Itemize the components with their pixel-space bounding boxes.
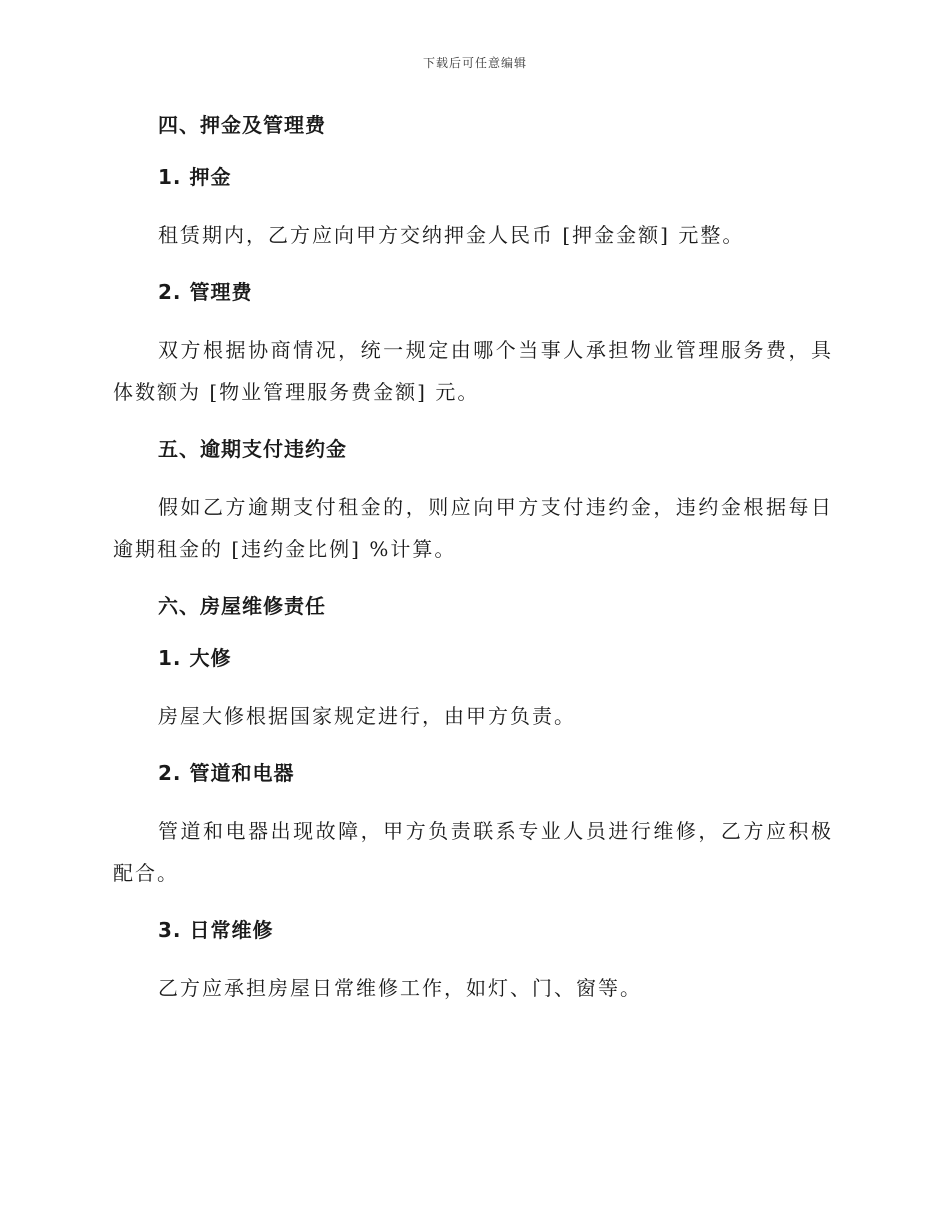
paragraph-management-fee: 双方根据协商情况，统一规定由哪个当事人承担物业管理服务费，具体数额为 [物业管理服务费金额] 元。 [113,338,833,404]
paragraph-daily-repair: 乙方应承担房屋日常维修工作，如灯、门、窗等。 [158,976,642,1000]
subheading-major-repair: 1. 大修 [158,646,232,670]
paragraph-major-repair: 房屋大修根据国家规定进行，由甲方负责。 [158,704,576,728]
paragraph-deposit: 租赁期内，乙方应向甲方交纳押金人民币 [押金金额] 元整。 [158,223,745,247]
subheading-daily-repair: 3. 日常维修 [158,918,274,942]
section-heading-deposit-fees: 四、押金及管理费 [158,113,326,137]
section-heading-late-penalty: 五、逾期支付违约金 [158,437,347,461]
paragraph-pipes-appliances: 管道和电器出现故障，甲方负责联系专业人员进行维修，乙方应积极配合。 [113,819,833,885]
document-body [113,110,833,1009]
subheading-pipes-appliances: 2. 管道和电器 [158,761,295,785]
subheading-deposit: 1. 押金 [158,165,232,189]
subheading-management-fee: 2. 管理费 [158,280,253,304]
header-note: 下载后可任意编辑 [422,56,527,70]
paragraph-late-penalty: 假如乙方逾期支付租金的，则应向甲方支付违约金，违约金根据每日逾期租金的 [违约金比例] %计算。 [113,495,833,561]
section-heading-repair: 六、房屋维修责任 [158,594,326,618]
